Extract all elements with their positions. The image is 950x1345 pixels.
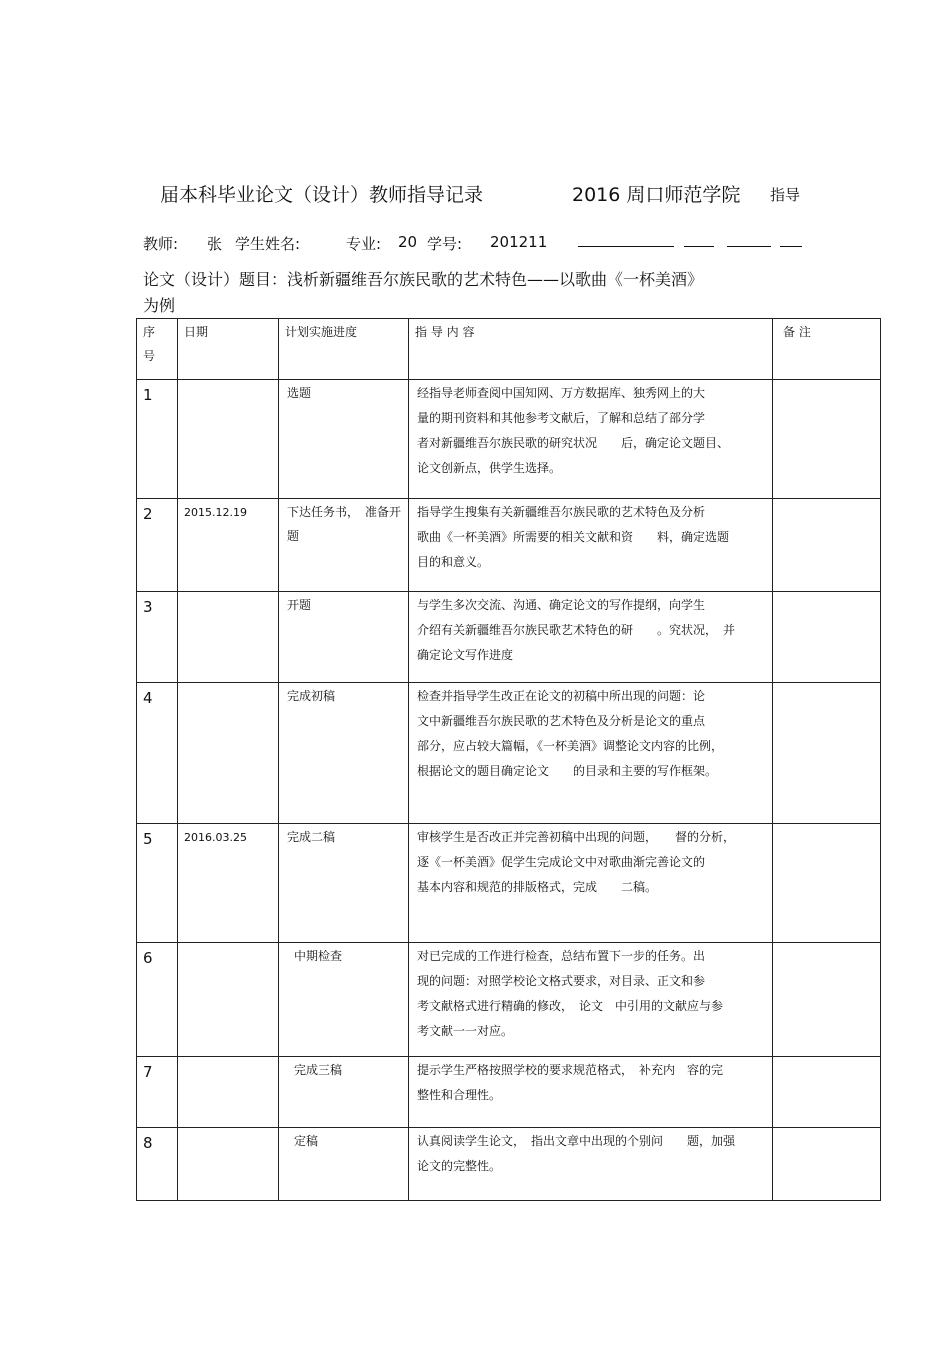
row-date: 2015.12.19 bbox=[184, 506, 247, 519]
teacher-label: 教师: bbox=[143, 235, 179, 253]
row-number: 5 bbox=[143, 830, 153, 848]
thesis-topic: 论文（设计）题目：浅析新疆维吾尔族民歌的艺术特色——以歌曲《一杯美酒》 bbox=[143, 270, 704, 289]
table-row bbox=[137, 824, 881, 943]
guidance-line: 对已完成的工作进行检查，总结布置下一步的任务。出 bbox=[417, 949, 706, 963]
row-remark-cell bbox=[773, 943, 881, 1057]
row-remark-cell bbox=[773, 592, 881, 683]
guidance-line: 整性和合理性。 bbox=[417, 1088, 502, 1102]
guidance-line: 根据论文的题目确定论文 的目录和主要的写作框架。 bbox=[417, 764, 718, 778]
row-number-cell bbox=[137, 380, 178, 499]
row-number: 6 bbox=[143, 949, 153, 967]
guidance-line: 文中新疆维吾尔族民歌的艺术特色及分析是论文的重点 bbox=[417, 714, 706, 728]
table-row bbox=[137, 499, 881, 592]
teacher-name: 张 bbox=[207, 235, 223, 253]
row-guidance-cell bbox=[409, 380, 773, 499]
row-date-cell bbox=[178, 943, 279, 1057]
thesis-topic-continued: 为例 bbox=[143, 296, 176, 315]
row-remark-cell bbox=[773, 824, 881, 943]
row-guidance-cell bbox=[409, 824, 773, 943]
table-row bbox=[137, 1128, 881, 1201]
guidance-line: 与学生多次交流、沟通、确定论文的写作提纲，向学生 bbox=[417, 598, 706, 612]
header-guidance: 指 导 内 容 bbox=[409, 319, 773, 380]
title-suffix: 指导 bbox=[770, 186, 801, 204]
table-row bbox=[137, 380, 881, 499]
guidance-line: 歌曲《一杯美酒》所需要的相关文献和资 料，确定选题 bbox=[417, 530, 730, 544]
guidance-record-table bbox=[136, 318, 881, 1201]
guidance-line: 检查并指导学生改正在论文的初稿中所出现的问题：论 bbox=[417, 689, 706, 703]
row-date bbox=[178, 683, 278, 685]
row-guidance-cell bbox=[409, 943, 773, 1057]
row-remark-cell bbox=[773, 380, 881, 499]
guidance-line: 审核学生是否改正并完善初稿中出现的问题， 督的分析， bbox=[417, 830, 736, 844]
header-remark: 备 注 bbox=[773, 319, 881, 380]
blank-underline bbox=[727, 246, 771, 247]
guidance-line: 论文创新点，供学生选择。 bbox=[417, 461, 562, 475]
row-plan-cell bbox=[279, 683, 409, 824]
row-number: 3 bbox=[143, 598, 153, 616]
document-title: 届本科毕业论文（设计）教师指导记录 bbox=[160, 184, 484, 206]
row-guidance-cell bbox=[409, 499, 773, 592]
row-guidance-cell bbox=[409, 1128, 773, 1201]
header-no: 序号 bbox=[137, 319, 178, 380]
row-date-cell bbox=[178, 592, 279, 683]
row-plan-cell bbox=[279, 499, 409, 592]
row-remark-cell bbox=[773, 683, 881, 824]
row-plan: 选题 bbox=[287, 386, 312, 400]
table-header-row bbox=[137, 319, 881, 380]
table-row bbox=[137, 592, 881, 683]
row-number-cell bbox=[137, 499, 178, 592]
guidance-line: 经指导老师查阅中国知网、万方数据库、独秀网上的大 bbox=[417, 386, 706, 400]
major-value: 20 bbox=[398, 233, 418, 251]
guidance-line: 论文的完整性。 bbox=[417, 1159, 502, 1173]
table-row bbox=[137, 943, 881, 1057]
row-remark-cell bbox=[773, 1128, 881, 1201]
blank-underline bbox=[684, 246, 714, 247]
row-date bbox=[178, 380, 278, 382]
guidance-line: 基本内容和规范的排版格式，完成 二稿。 bbox=[417, 880, 658, 894]
guidance-line: 考文献一一对应。 bbox=[417, 1024, 514, 1038]
row-number: 2 bbox=[143, 505, 153, 523]
student-id-label: 学号: bbox=[427, 235, 463, 253]
row-number: 8 bbox=[143, 1134, 153, 1152]
guidance-line: 部分，应占较大篇幅，《一杯美酒》调整论文内容的比例， bbox=[417, 739, 724, 753]
blank-underline bbox=[578, 246, 674, 247]
row-date-cell bbox=[178, 683, 279, 824]
row-guidance-cell bbox=[409, 1057, 773, 1128]
guidance-line: 介绍有关新疆维吾尔族民歌艺术特色的研 。究状况， 并 bbox=[417, 623, 736, 637]
row-number-cell bbox=[137, 824, 178, 943]
row-plan-cell bbox=[279, 1128, 409, 1201]
guidance-line: 指导学生搜集有关新疆维吾尔族民歌的艺术特色及分析 bbox=[417, 505, 706, 519]
row-plan: 定稿 bbox=[294, 1134, 319, 1148]
row-plan-cell bbox=[279, 380, 409, 499]
table-row bbox=[137, 683, 881, 824]
row-date: 2016.03.25 bbox=[184, 831, 247, 844]
row-plan-cell bbox=[279, 1057, 409, 1128]
guidance-line: 现的问题：对照学校论文格式要求，对目录、正文和参 bbox=[417, 974, 706, 988]
row-date-cell bbox=[178, 824, 279, 943]
guidance-line: 逐《一杯美酒》促学生完成论文中对歌曲渐完善论文的 bbox=[417, 855, 706, 869]
row-plan: 完成二稿 bbox=[287, 830, 336, 844]
header-plan: 计划实施进度 bbox=[279, 319, 409, 380]
row-plan: 下达任务书， 准备开题 bbox=[287, 505, 402, 543]
row-plan-cell bbox=[279, 943, 409, 1057]
major-label: 专业: bbox=[346, 235, 382, 253]
row-plan-cell bbox=[279, 824, 409, 943]
guidance-line: 者对新疆维吾尔族民歌的研究状况 后，确定论文题目、 bbox=[417, 436, 730, 450]
row-date-cell bbox=[178, 499, 279, 592]
row-plan: 开题 bbox=[287, 598, 312, 612]
row-remark-cell bbox=[773, 499, 881, 592]
row-number: 4 bbox=[143, 689, 153, 707]
guidance-line: 确定论文写作进度 bbox=[417, 648, 514, 662]
guidance-line: 目的和意义。 bbox=[417, 555, 490, 569]
guidance-line: 量的期刊资料和其他参考文献后，了解和总结了部分学 bbox=[417, 411, 706, 425]
row-plan: 完成初稿 bbox=[287, 689, 336, 703]
row-number-cell bbox=[137, 943, 178, 1057]
blank-underline bbox=[780, 246, 802, 247]
row-date bbox=[178, 1128, 278, 1130]
student-name-label: 学生姓名: bbox=[235, 235, 301, 253]
row-guidance-cell bbox=[409, 683, 773, 824]
guidance-line: 提示学生严格按照学校的要求规范格式， 补充内 容的完 bbox=[417, 1063, 724, 1077]
row-plan-cell bbox=[279, 592, 409, 683]
guidance-line: 认真阅读学生论文， 指出文章中出现的个别问 题，加强 bbox=[417, 1134, 736, 1148]
row-date-cell bbox=[178, 1128, 279, 1201]
row-date bbox=[178, 592, 278, 594]
student-id-value: 201211 bbox=[490, 233, 548, 251]
row-remark-cell bbox=[773, 1057, 881, 1128]
row-number-cell bbox=[137, 1057, 178, 1128]
row-number-cell bbox=[137, 1128, 178, 1201]
header-date: 日期 bbox=[178, 319, 279, 380]
row-plan: 中期检查 bbox=[294, 949, 343, 963]
row-number-cell bbox=[137, 592, 178, 683]
row-date-cell bbox=[178, 1057, 279, 1128]
year-school: 2016 周口师范学院 bbox=[572, 184, 741, 206]
row-number-cell bbox=[137, 683, 178, 824]
row-date bbox=[178, 943, 278, 945]
table-row bbox=[137, 1057, 881, 1128]
row-plan: 完成三稿 bbox=[294, 1063, 343, 1077]
row-date-cell bbox=[178, 380, 279, 499]
guidance-line: 考文献格式进行精确的修改， 论文 中引用的文献应与参 bbox=[417, 999, 724, 1013]
row-number: 1 bbox=[143, 386, 153, 404]
row-date bbox=[178, 1057, 278, 1059]
row-number: 7 bbox=[143, 1063, 153, 1081]
row-guidance-cell bbox=[409, 592, 773, 683]
